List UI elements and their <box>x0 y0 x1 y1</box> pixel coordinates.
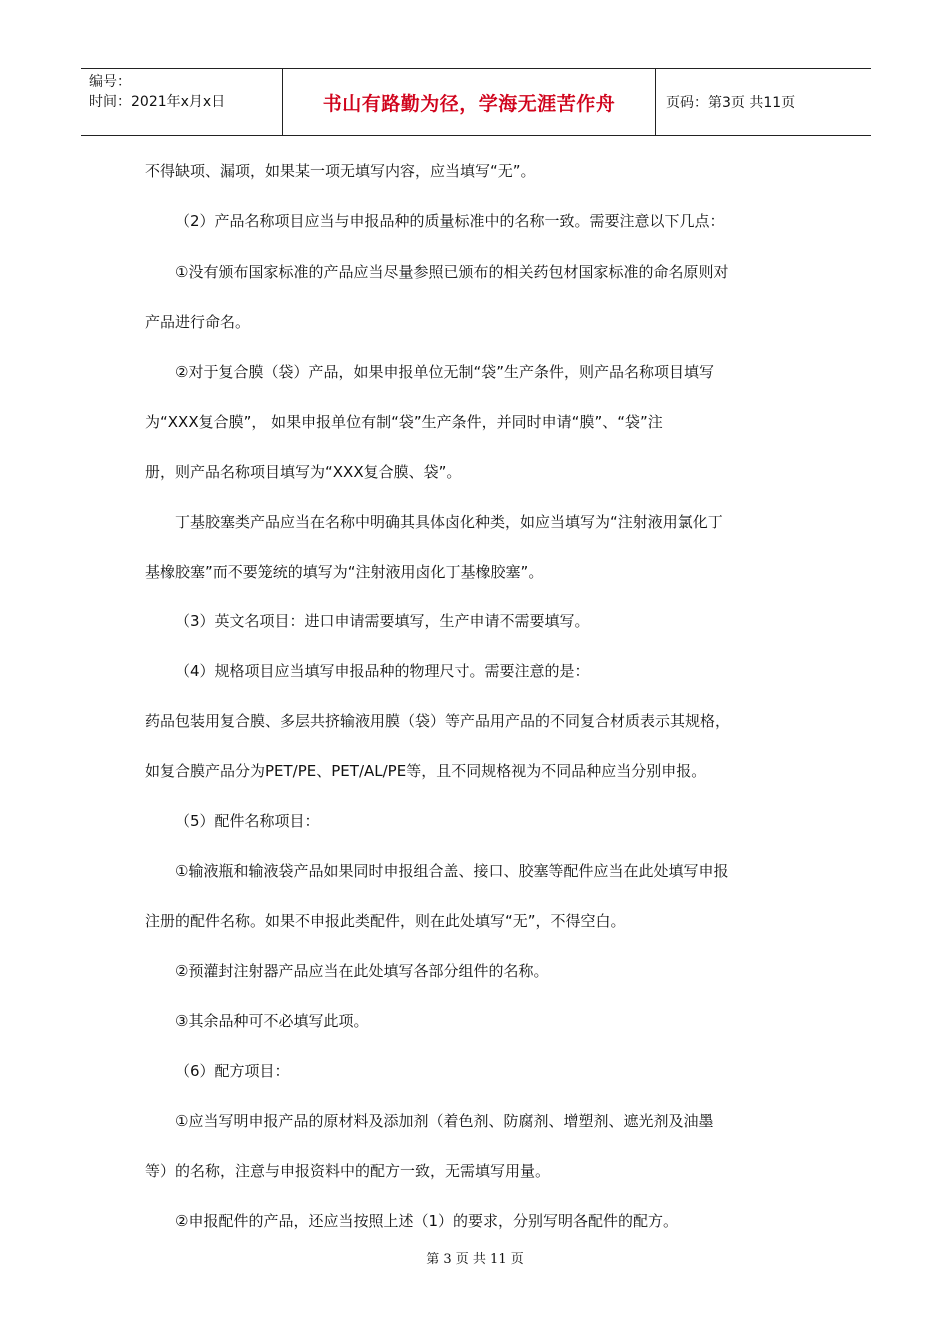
header-meta <box>81 69 283 135</box>
text-line: （4）规格项目应当填写申报品种的物理尺寸。需要注意的是： <box>175 662 590 680</box>
text-line: 丁基胶塞类产品应当在名称中明确其具体卤化种类，如应当填写为“注射液用氯化丁 <box>175 513 723 531</box>
text-line: 注册的配件名称。如果不申报此类配件，则在此处填写“无”，不得空白。 <box>145 912 626 930</box>
time-label: 时间：2021年x月x日 <box>89 94 226 110</box>
text-line: 产品进行命名。 <box>145 313 251 331</box>
text-line: （5）配件名称项目： <box>175 812 320 830</box>
header-page-info: 页码：第3页 共11页 <box>666 95 796 111</box>
text-line: 不得缺项、漏项，如果某一项无填写内容，应当填写“无”。 <box>145 162 536 180</box>
text-line: 册，则产品名称项目填写为“XXX复合膜、袋”。 <box>145 463 462 481</box>
text-line: ①没有颁布国家标准的产品应当尽量参照已颁布的相关药包材国家标准的命名原则对 <box>175 263 729 281</box>
text-line: （6）配方项目： <box>175 1062 290 1080</box>
text-line: ②对于复合膜（袋）产品，如果申报单位无制“袋”生产条件，则产品名称项目填写 <box>175 363 714 381</box>
text-line: ①输液瓶和输液袋产品如果同时申报组合盖、接口、胶塞等配件应当在此处填写申报 <box>175 862 729 880</box>
text-line: 如复合膜产品分为PET/PE、PET/AL/PE等，且不同规格视为不同品种应当分别申报。 <box>145 762 707 780</box>
text-line: 为“XXX复合膜”， 如果申报单位有制“袋”生产条件，并同时申请“膜”、“袋”注 <box>145 413 663 431</box>
text-line: ①应当写明申报产品的原材料及添加剂（着色剂、防腐剂、增塑剂、遮光剂及油墨 <box>175 1112 714 1130</box>
text-line: （3）英文名项目：进口申请需要填写，生产申请不需要填写。 <box>175 612 590 630</box>
number-label: 编号： <box>89 74 131 90</box>
page-header <box>81 68 871 136</box>
text-line: 基橡胶塞”而不要笼统的填写为“注射液用卤化丁基橡胶塞”。 <box>145 563 544 581</box>
text-line: ②预灌封注射器产品应当在此处填写各部分组件的名称。 <box>175 962 549 980</box>
text-line: 等）的名称，注意与申报资料中的配方一致，无需填写用量。 <box>145 1162 551 1180</box>
text-line: （2）产品名称项目应当与申报品种的质量标准中的名称一致。需要注意以下几点： <box>175 212 725 230</box>
text-line: ③其余品种可不必填写此项。 <box>175 1012 369 1030</box>
text-line: ②申报配件的产品，还应当按照上述（1）的要求，分别写明各配件的配方。 <box>175 1212 678 1230</box>
page-footer: 第 3 页 共 11 页 <box>426 1252 524 1267</box>
text-line: 药品包装用复合膜、多层共挤输液用膜（袋）等产品用产品的不同复合材质表示其规格， <box>145 712 731 730</box>
header-motto: 书山有路勤为径，学海无涯苦作舟 <box>283 69 656 135</box>
